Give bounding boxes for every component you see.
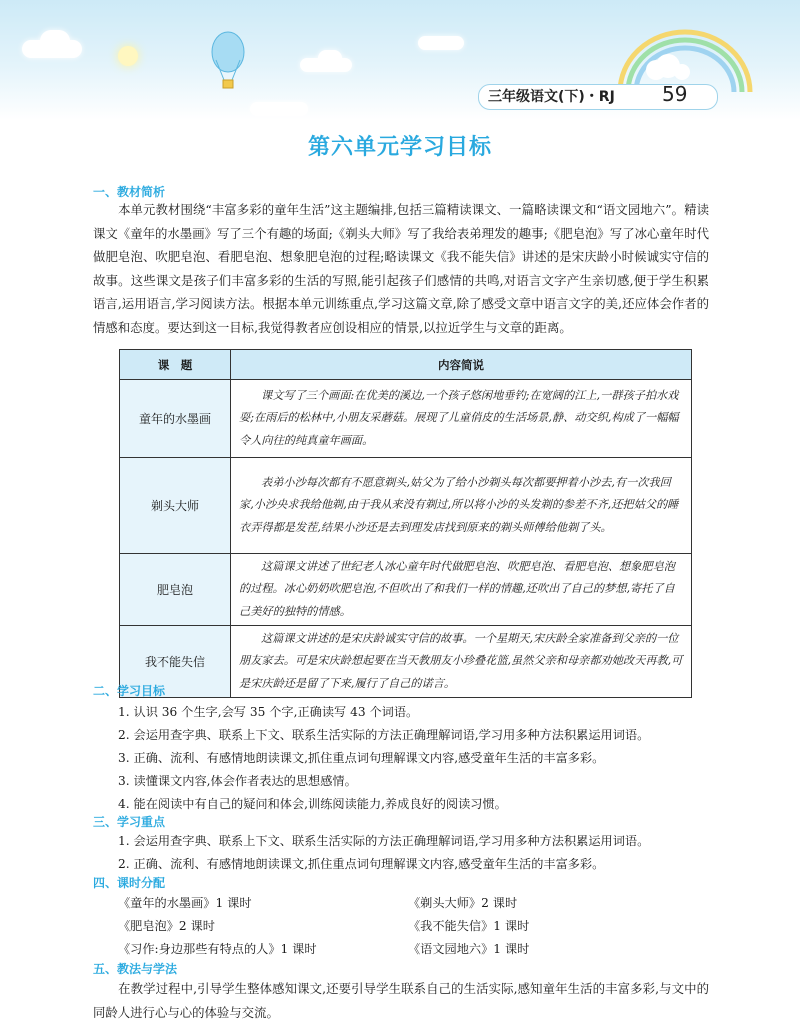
schedule-item: 《习作:身边那些有特点的人》1 课时: [118, 942, 317, 956]
section-heading-schedule: 四、课时分配: [93, 876, 166, 890]
goal-item: 3. 正确、流利、有感情地朗读课文,抓住重点词句理解课文内容,感受童年生活的丰富多彩。: [118, 751, 605, 765]
lesson-title: 剃头大师: [120, 458, 231, 554]
lesson-title: 我不能失信: [120, 626, 231, 698]
section-heading-materials: 一、教材简析: [93, 185, 166, 199]
hot-air-balloon-icon: [210, 30, 246, 102]
materials-paragraph: 本单元教材围绕“丰富多彩的童年生活”这主题编排,包括三篇精读课文、一篇略读课文和“语文园地六”。精读课文《童年的水墨画》写了三个有趣的场面;《剃头大师》写了我给表弟理发的趣事;《肥皂泡》写了冰心童年时代做肥皂泡、吹肥皂泡、看肥皂泡、想象肥皂泡的过程;略读课文《我不能失信》讲述的是宋庆龄小时候诚实守信的故事。这些课文是孩子们丰富多彩的生活的写照,能引起孩子们感情的共鸣,对语言文字产生亲切感,便于学生积累语言,运用语言,学习阅读方法。根据本单元训练重点,学习这篇文章,除了感受文章中语言文字的美,还应体会作者的情感和态度。要达到这一目标,我觉得教者应创设相应的情景,以拉近学生与文章的距离。: [93, 202, 709, 335]
key-point-item: 1. 会运用查字典、联系上下文、联系生活实际的方法正确理解词语,学习用多种方法积累运用词语。: [118, 834, 650, 848]
schedule-item: 《我不能失信》1 课时: [408, 919, 530, 933]
schedule-item: 《童年的水墨画》1 课时: [118, 896, 252, 910]
grade-label: 三年级语文(下)・RJ: [488, 89, 615, 105]
table-header-row: [120, 350, 692, 380]
page-number: 59: [662, 82, 688, 106]
page-title: 第六单元学习目标: [307, 135, 492, 160]
goal-item: 2. 会运用查字典、联系上下文、联系生活实际的方法正确理解词语,学习用多种方法积累运用词语。: [118, 728, 650, 742]
cloud-decoration: [40, 30, 70, 52]
cloud-decoration: [250, 102, 308, 116]
section-heading-methods: 五、教法与学法: [93, 962, 178, 976]
goal-item: 1. 认识 36 个生字,会写 35 个字,正确读写 43 个词语。: [118, 705, 419, 719]
schedule-item: 《肥皂泡》2 课时: [118, 919, 215, 933]
schedule-item: 《语文园地六》1 课时: [408, 942, 530, 956]
table-row: [120, 458, 692, 554]
schedule-item: 《剃头大师》2 课时: [408, 896, 518, 910]
cloud-decoration: [418, 36, 464, 50]
lesson-title: 肥皂泡: [120, 554, 231, 626]
content-table: [119, 349, 692, 698]
cloud-decoration: [318, 50, 342, 66]
lesson-title: 童年的水墨画: [120, 380, 231, 458]
table-header-cell: 内容简说: [231, 350, 692, 380]
goal-item: 3. 读懂课文内容,体会作者表达的思想感情。: [118, 774, 357, 788]
lesson-summary: 这篇课文讲述的是宋庆龄诚实守信的故事。一个星期天,宋庆龄全家准备到父亲的一位朋友家去。可是宋庆龄想起要在当天教朋友小珍叠花篮,虽然父亲和母亲都劝她改天再教,可是宋庆龄还是留了下来,履行了自己的诺言。: [231, 626, 692, 698]
lesson-summary: 这篇课文讲述了世纪老人冰心童年时代做肥皂泡、吹肥皂泡、看肥皂泡、想象肥皂泡的过程。冰心奶奶吹肥皂泡,不但吹出了和我们一样的情趣,还吹出了自己的梦想,寄托了自己美好的独特的情感。: [231, 554, 692, 626]
key-point-item: 2. 正确、流利、有感情地朗读课文,抓住重点词句理解课文内容,感受童年生活的丰富多彩。: [118, 857, 605, 871]
methods-paragraph: 在教学过程中,引导学生整体感知课文,还要引导学生联系自己的生活实际,感知童年生活的丰富多彩,与文中的同龄人进行心与心的体验与交流。: [93, 981, 709, 1020]
lesson-summary: 表弟小沙每次都有不愿意剃头,姑父为了给小沙剃头每次都要押着小沙去,有一次我回家,小沙央求我给他剃,由于我从来没有剃过,所以将小沙的头发剃的参差不齐,还把姑父的睡衣弄得都是发茬,结果小沙还是去到理发店找到原来的剃头师傅给他剃了头。: [231, 458, 692, 554]
table-row: [120, 626, 692, 698]
section-heading-key-points: 三、学习重点: [93, 815, 166, 829]
table-header-cell: 课 题: [120, 350, 231, 380]
table-row: [120, 380, 692, 458]
sun-decoration: [118, 46, 138, 66]
section-heading-goals: 二、学习目标: [93, 684, 166, 698]
lesson-summary: 课文写了三个画面:在优美的溪边,一个孩子悠闲地垂钓;在宽阔的江上,一群孩子拍水戏耍;在雨后的松林中,小朋友采蘑菇。展现了儿童俏皮的生活场景,静、动交织,构成了一幅幅令人向往的纯真童年画面。: [231, 380, 692, 458]
table-row: [120, 554, 692, 626]
goal-item: 4. 能在阅读中有自己的疑问和体会,训练阅读能力,养成良好的阅读习惯。: [118, 797, 507, 811]
